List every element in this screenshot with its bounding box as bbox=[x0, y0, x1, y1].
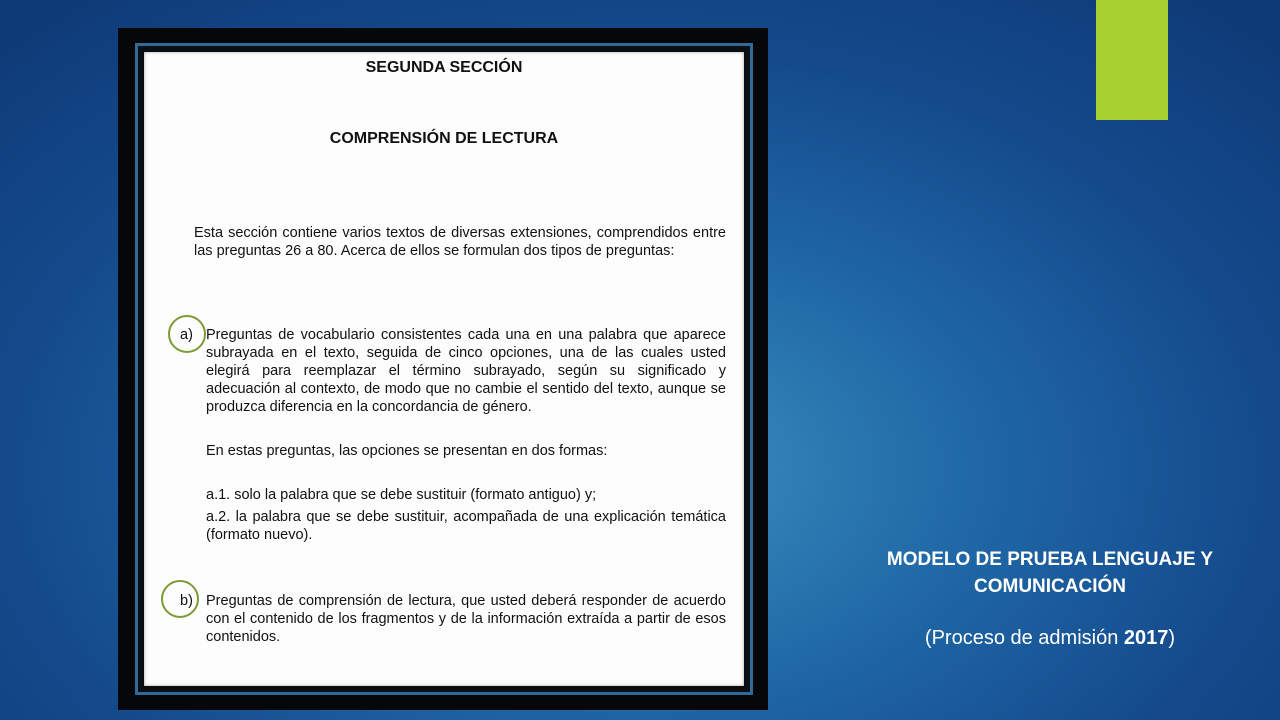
subitem-a2: a.2. la palabra que se debe sustituir, acompañada de una explicación temática (formato nuevo). bbox=[206, 509, 726, 543]
highlight-circle-b bbox=[161, 580, 199, 618]
accent-bar bbox=[1096, 0, 1168, 120]
item-a-paragraph: Preguntas de vocabulario consistentes cada una en una palabra que aparece subrayada en el texto, seguida de cinco opciones, una de las cuales usted elegirá para reemplazar el término subrayado, según su significado y adecuación al contexto, de modo que no cambie el sentido del texto, aunque se produzca diferencia en la concordancia de género. bbox=[206, 327, 726, 415]
caption-subtitle-close: ) bbox=[1168, 627, 1176, 649]
document-page bbox=[144, 52, 744, 686]
caption-subtitle-open: (Proceso de admisión bbox=[924, 627, 1124, 649]
item-a-marker: a) bbox=[180, 327, 193, 343]
formas-paragraph: En estas preguntas, las opciones se presentan en dos formas: bbox=[206, 443, 608, 459]
item-b-paragraph: Preguntas de comprensión de lectura, que usted deberá responder de acuerdo con el contenido de los fragmentos y de la información extraída a partir de esos contenidos. bbox=[206, 593, 726, 645]
item-b-marker: b) bbox=[180, 593, 193, 609]
caption-year: 2017 bbox=[1123, 627, 1169, 649]
section-subtitle: COMPRENSIÓN DE LECTURA bbox=[329, 130, 559, 147]
caption-title: MODELO DE PRUEBA LENGUAJE Y COMUNICACIÓN bbox=[886, 549, 1214, 597]
section-title: SEGUNDA SECCIÓN bbox=[365, 59, 523, 76]
intro-paragraph: Esta sección contiene varios textos de diversas extensiones, comprendidos entre las preguntas 26 a 80. Acerca de ellos se formulan dos tipos de preguntas: bbox=[194, 225, 726, 259]
caption-subtitle bbox=[848, 626, 1252, 650]
subitem-a1: a.1. solo la palabra que se debe sustituir (formato antiguo) y; bbox=[206, 487, 597, 503]
slide-caption bbox=[848, 546, 1252, 650]
highlight-circle-a bbox=[168, 315, 206, 353]
